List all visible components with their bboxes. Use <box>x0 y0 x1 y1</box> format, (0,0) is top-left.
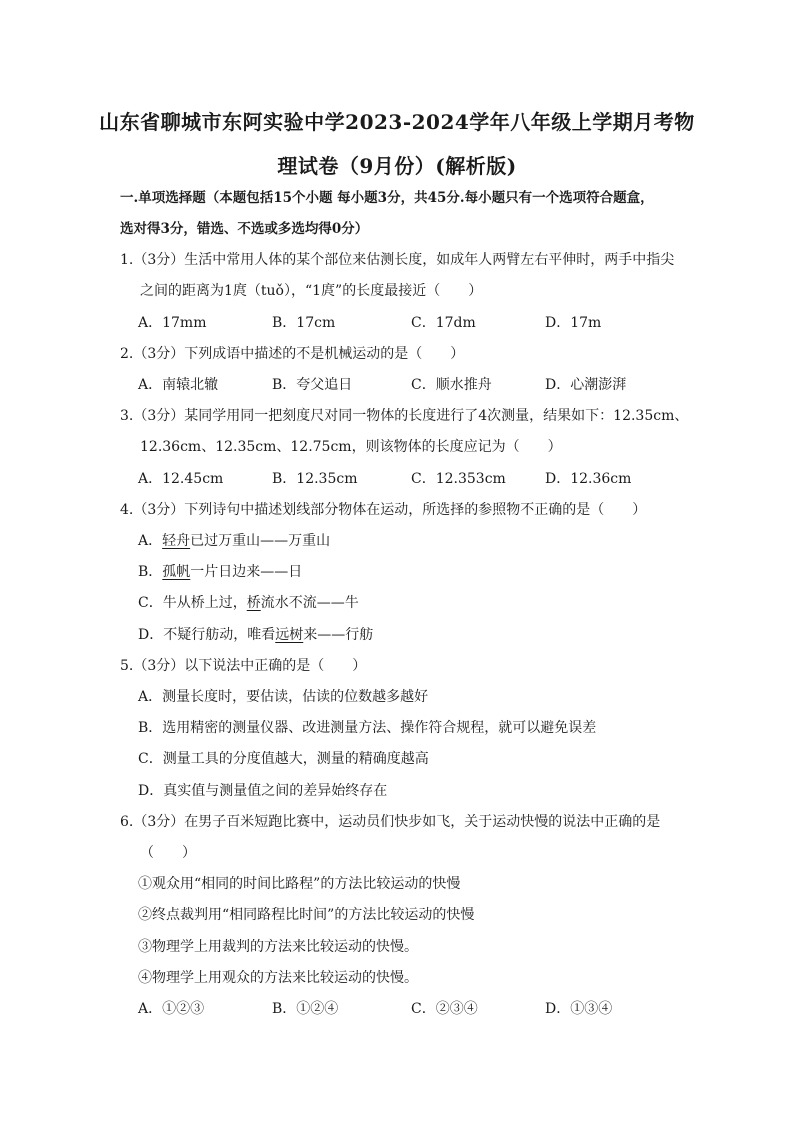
underlined-term: 轻舟 <box>162 533 191 549</box>
question-1-stem-cont: 之间的距离为1庹（tuǒ），“1庹”的长度最接近（ ） <box>140 283 483 299</box>
option-prefix: A． <box>138 533 163 549</box>
question-2-option-a: A．南辕北辙 <box>138 377 219 393</box>
question-6-statement-2: ②终点裁判用“相同路程比时间”的方法比较运动的快慢 <box>138 907 475 923</box>
question-3-stem-cont: 12.36cm、12.35cm、12.75cm，则该物体的长度应记为（ ） <box>140 439 562 455</box>
question-5-option-a: A．测量长度时，要估读，估读的位数越多越好 <box>138 689 429 705</box>
question-4-option-d <box>138 624 373 644</box>
question-6-option-b: B．①②④ <box>272 1001 339 1017</box>
question-4-option-a <box>138 530 330 550</box>
question-2-option-c: C．顺水推舟 <box>411 377 492 393</box>
question-1-option-c: C．17dm <box>411 315 476 331</box>
question-6-stem-cont: （ ） <box>140 845 196 861</box>
question-2-option-b: B．夸父追日 <box>272 377 353 393</box>
option-rest: 来——行舫 <box>303 627 374 643</box>
option-prefix: D．不疑行舫动，唯看 <box>138 627 276 643</box>
question-1-option-a: A．17mm <box>138 315 207 331</box>
question-3-stem: 3.（3分）某同学用同一把刻度尺对同一物体的长度进行了4次测量，结果如下：12.35cm、 <box>120 408 689 424</box>
question-5-option-d: D．真实值与测量值之间的差异始终存在 <box>138 783 388 799</box>
exam-title-line2: 理试卷（9月份）(解析版) <box>277 154 517 178</box>
section-heading-line2: 选对得3分，错选、不选或多选均得0分） <box>120 221 369 237</box>
question-6-option-c: C．②③④ <box>411 1001 478 1017</box>
question-4-option-b <box>138 561 302 581</box>
option-rest: 一片日边来——日 <box>190 564 303 580</box>
section-heading-line1: 一.单项选择题（本题包括15个小题 每小题3分，共45分.每小题只有一个选项符合题盒， <box>120 190 654 206</box>
option-rest: 已过万重山——万重山 <box>190 533 331 549</box>
question-5-option-b: B．选用精密的测量仪器、改进测量方法、操作符合规程，就可以避免误差 <box>138 720 597 736</box>
question-6-statement-3: ③物理学上用裁判的方法来比较运动的快慢。 <box>138 939 418 955</box>
question-4-stem: 4.（3分）下列诗句中描述划线部分物体在运动，所选择的参照物不正确的是（ ） <box>120 502 647 518</box>
question-1-option-b: B．17cm <box>272 315 336 331</box>
question-3-option-a: A．12.45cm <box>138 471 224 487</box>
option-prefix: C．牛从桥上过， <box>138 595 247 611</box>
question-5-stem: 5.（3分）以下说法中正确的是（ ） <box>120 658 367 674</box>
question-3-option-b: B．12.35cm <box>272 471 358 487</box>
question-2-stem: 2.（3分）下列成语中描述的不是机械运动的是（ ） <box>120 346 465 362</box>
question-6-stem: 6.（3分）在男子百米短跑比赛中，运动员们快步如飞，关于运动快慢的说法中正确的是 <box>120 814 661 830</box>
question-3-option-c: C．12.353cm <box>411 471 506 487</box>
question-6-statement-4: ④物理学上用观众的方法来比较运动的快慢。 <box>138 970 418 986</box>
question-2-option-d: D．心潮澎湃 <box>545 377 627 393</box>
question-1-stem: 1.（3分）生活中常用人体的某个部位来估测长度，如成年人两臂左右平伸时，两手中指尖 <box>120 252 675 268</box>
question-1-option-d: D．17m <box>545 315 602 331</box>
underlined-term: 远树 <box>275 627 304 643</box>
exam-title-line1: 山东省聊城市东阿实验中学2023-2024学年八年级上学期月考物 <box>99 110 695 134</box>
option-prefix: B． <box>138 564 163 580</box>
underlined-term: 孤帆 <box>162 564 191 580</box>
option-rest: 流水不流——牛 <box>260 595 359 611</box>
question-5-option-c: C．测量工具的分度值越大，测量的精确度越高 <box>138 751 429 767</box>
question-6-statement-1: ①观众用“相同的时间比路程”的方法比较运动的快慢 <box>138 876 461 892</box>
question-6-option-a: A．①②③ <box>138 1001 205 1017</box>
question-4-option-c <box>138 592 359 612</box>
underlined-term: 桥 <box>246 595 261 611</box>
question-6-option-d: D．①③④ <box>545 1001 613 1017</box>
question-3-option-d: D．12.36cm <box>545 471 632 487</box>
